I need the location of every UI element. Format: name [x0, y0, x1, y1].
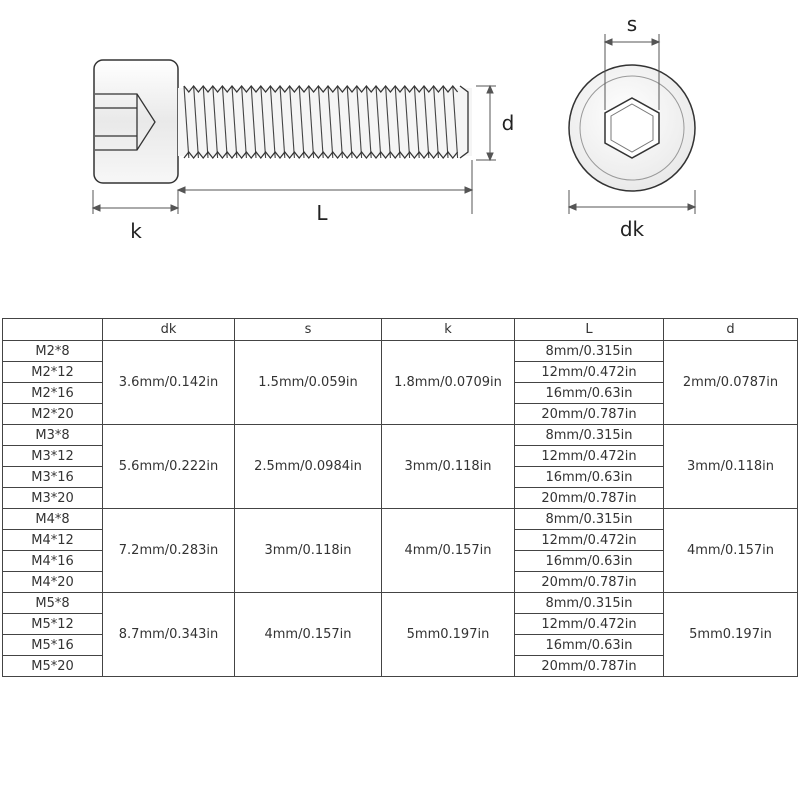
- length-cell: 8mm/0.315in: [515, 341, 664, 362]
- dk-cell: 5.6mm/0.222in: [103, 425, 235, 509]
- model-cell: M4*8: [3, 509, 103, 530]
- length-cell: 12mm/0.472in: [515, 614, 664, 635]
- model-cell: M4*16: [3, 551, 103, 572]
- s-cell: 1.5mm/0.059in: [235, 341, 382, 425]
- model-cell: M3*16: [3, 467, 103, 488]
- d-cell: 2mm/0.0787in: [664, 341, 798, 425]
- length-cell: 12mm/0.472in: [515, 446, 664, 467]
- model-cell: M4*20: [3, 572, 103, 593]
- length-cell: 20mm/0.787in: [515, 656, 664, 677]
- length-cell: 8mm/0.315in: [515, 593, 664, 614]
- table-row: [3, 341, 798, 362]
- length-cell: 12mm/0.472in: [515, 362, 664, 383]
- k-cell: 5mm0.197in: [382, 593, 515, 677]
- dk-cell: 3.6mm/0.142in: [103, 341, 235, 425]
- header-d: d: [664, 319, 798, 341]
- screw-head: [94, 60, 178, 183]
- s-cell: 3mm/0.118in: [235, 509, 382, 593]
- d-cell: 4mm/0.157in: [664, 509, 798, 593]
- k-cell: 4mm/0.157in: [382, 509, 515, 593]
- length-cell: 16mm/0.63in: [515, 551, 664, 572]
- d-cell: 3mm/0.118in: [664, 425, 798, 509]
- k-cell: 3mm/0.118in: [382, 425, 515, 509]
- length-cell: 16mm/0.63in: [515, 467, 664, 488]
- label-dk: dk: [619, 217, 645, 241]
- label-k: k: [130, 219, 142, 243]
- screw-top-view: [569, 65, 695, 191]
- label-d: d: [501, 111, 515, 135]
- length-cell: 12mm/0.472in: [515, 530, 664, 551]
- model-cell: M4*12: [3, 530, 103, 551]
- table-row: [3, 593, 798, 614]
- model-cell: M5*8: [3, 593, 103, 614]
- length-cell: 8mm/0.315in: [515, 509, 664, 530]
- model-cell: M2*8: [3, 341, 103, 362]
- header-s: s: [235, 319, 382, 341]
- d-cell: 5mm0.197in: [664, 593, 798, 677]
- k-cell: 1.8mm/0.0709in: [382, 341, 515, 425]
- model-cell: M2*16: [3, 383, 103, 404]
- model-cell: M5*12: [3, 614, 103, 635]
- model-cell: M2*12: [3, 362, 103, 383]
- model-cell: M3*8: [3, 425, 103, 446]
- s-cell: 2.5mm/0.0984in: [235, 425, 382, 509]
- model-cell: M2*20: [3, 404, 103, 425]
- dimension-dk: [569, 190, 695, 214]
- model-cell: M3*20: [3, 488, 103, 509]
- length-cell: 20mm/0.787in: [515, 404, 664, 425]
- length-cell: 20mm/0.787in: [515, 488, 664, 509]
- screw-side-view: [94, 60, 472, 183]
- header-k: k: [382, 319, 515, 341]
- length-cell: 20mm/0.787in: [515, 572, 664, 593]
- screw-dimension-drawing: [0, 0, 800, 300]
- table-row: [3, 509, 798, 530]
- length-cell: 16mm/0.63in: [515, 383, 664, 404]
- dimension-k: [93, 190, 178, 214]
- s-cell: 4mm/0.157in: [235, 593, 382, 677]
- model-cell: M5*20: [3, 656, 103, 677]
- table-row: [3, 425, 798, 446]
- dk-cell: 7.2mm/0.283in: [103, 509, 235, 593]
- length-cell: 16mm/0.63in: [515, 635, 664, 656]
- header-dk: dk: [103, 319, 235, 341]
- label-L: L: [316, 201, 328, 225]
- dk-cell: 8.7mm/0.343in: [103, 593, 235, 677]
- model-cell: M3*12: [3, 446, 103, 467]
- header-L: L: [515, 319, 664, 341]
- length-cell: 8mm/0.315in: [515, 425, 664, 446]
- label-s: s: [626, 12, 638, 36]
- model-cell: M5*16: [3, 635, 103, 656]
- table-header-row: [3, 319, 798, 341]
- spec-table: [2, 318, 798, 677]
- dimension-d: [476, 86, 496, 160]
- header-model: [3, 319, 103, 341]
